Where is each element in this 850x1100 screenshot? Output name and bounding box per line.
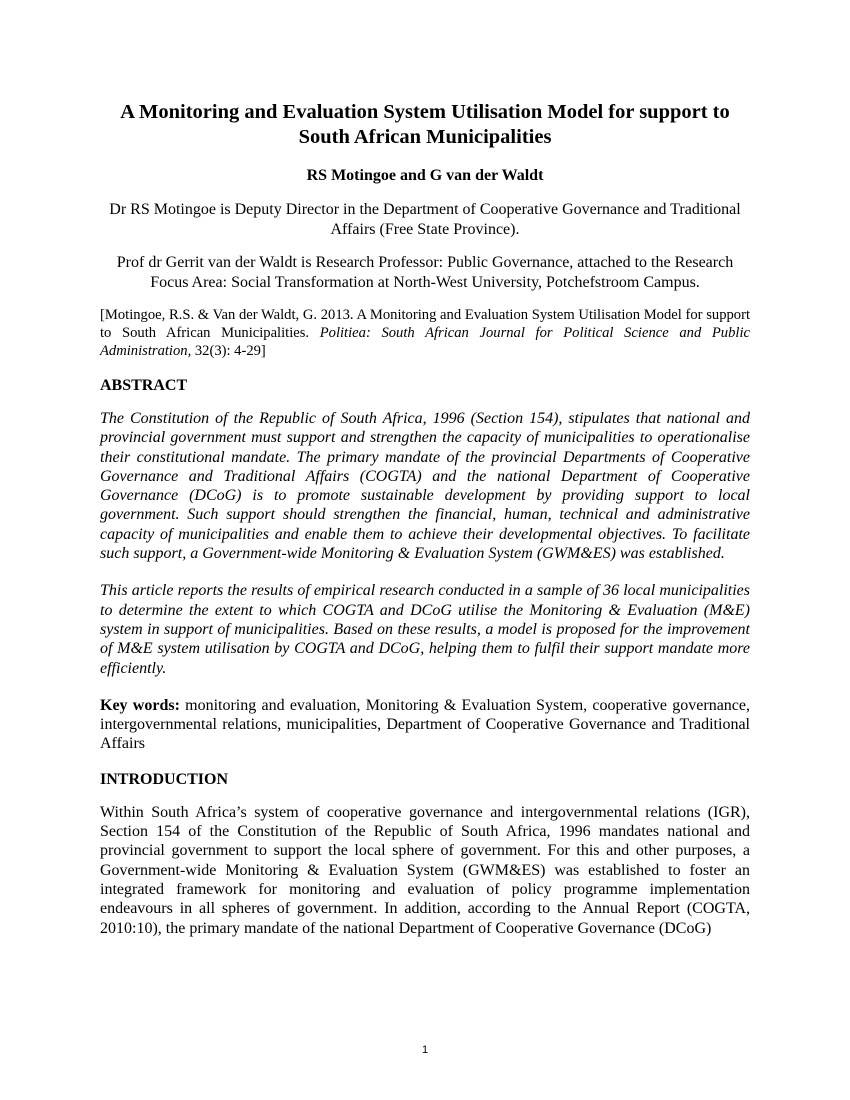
- keywords-text: monitoring and evaluation, Monitoring & Evaluation System, cooperative governance, intergovernmental relations, municipalities, Department of Cooperative Governance and Traditional Affairs: [100, 696, 751, 753]
- page-number: 1: [421, 1044, 429, 1056]
- paper-authors: RS Motingoe and G van der Waldt: [306, 167, 544, 184]
- keywords: [100, 696, 750, 754]
- introduction-paragraph: Within South Africa’s system of cooperative governance and intergovernmental relations (IGR), Section 154 of the Constitution of the Republic of South Africa, 1996 mandates national and provincial government to support the local sphere of government. For this and other purposes, a Government-wide Monitoring & Evaluation System (GWM&ES) was established to foster an integrated framework for monitoring and evaluation of policy programme implementation endeavours in all spheres of government. In addition, according to the Annual Report (COGTA, 2010:10), the primary mandate of the national Department of Cooperative Governance (DCoG): [100, 803, 750, 937]
- affiliation-2: Prof dr Gerrit van der Waldt is Research Professor: Public Governance, attached to the Research Focus Area: Social Transformation at North-West University, Potchefstroom Campus.: [116, 254, 734, 291]
- keywords-label: Key words:: [100, 696, 180, 714]
- paper-page: [100, 100, 750, 938]
- citation: [100, 306, 750, 360]
- abstract-paragraph-2: This article reports the results of empirical research conducted in a sample of 36 local municipalities to determine the extent to which COGTA and DCoG utilise the Monitoring & Evaluation (M&E) system in support of municipalities. Based on these results, a model is proposed for the improvement of M&E system utilisation by COGTA and DCoG, helping them to fulfil their support mandate more efficiently.: [100, 582, 750, 677]
- citation-prefix: [Motingoe, R.S. & Van der Waldt, G. 2013. A Monitoring and Evaluation System Utilisation Model for support to South African Municipalities.: [100, 307, 750, 341]
- citation-suffix: 32(3): 4-29]: [191, 343, 266, 359]
- paper-title: A Monitoring and Evaluation System Utilisation Model for support to South African Municipalities: [120, 101, 730, 148]
- affiliation-1: Dr RS Motingoe is Deputy Director in the Department of Cooperative Governance and Traditional Affairs (Free State Province).: [109, 201, 741, 238]
- citation-journal: Politiea: South African Journal for Political Science and Public Administration,: [100, 325, 750, 359]
- introduction-heading: INTRODUCTION: [100, 770, 229, 788]
- abstract-paragraph-1: The Constitution of the Republic of South Africa, 1996 (Section 154), stipulates that national and provincial government must support and strengthen the capacity of municipalities to operationalise their constitutional mandate. The primary mandate of the provincial Departments of Cooperative Governance and Traditional Affairs (COGTA) and the national Department of Cooperative Governance (DCoG) is to promote sustainable development by providing support to local government. Such support should strengthen the financial, human, technical and administrative capacity of municipalities and enable them to achieve their developmental objectives. To facilitate such support, a Government-wide Monitoring & Evaluation System (GWM&ES) was established.: [100, 410, 750, 563]
- abstract-heading: ABSTRACT: [100, 377, 188, 394]
